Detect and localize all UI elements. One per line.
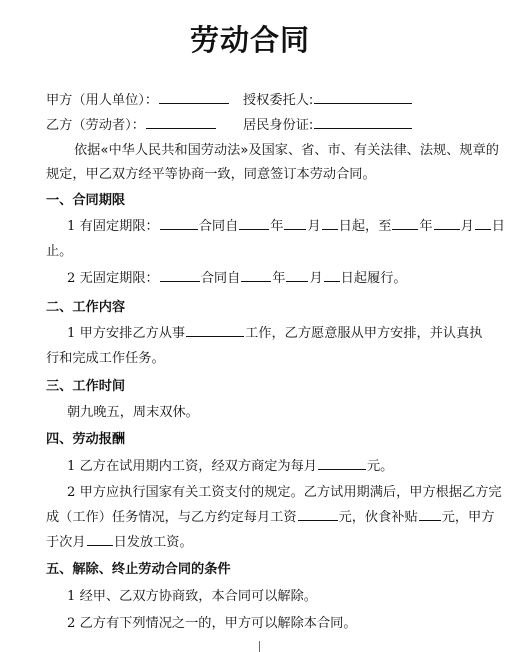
open-year-word: 年 — [272, 271, 286, 286]
meal-allowance-blank[interactable] — [419, 507, 441, 521]
termination-item-1 — [67, 585, 317, 604]
section-term-heading: 一、合同期限 — [46, 193, 126, 208]
termination-number-1: 1 — [67, 589, 76, 604]
open-term-row — [67, 267, 407, 286]
pay-text-4b: 日发放工资。 — [113, 535, 193, 550]
fixed-end-year-blank[interactable] — [392, 216, 418, 230]
pay-text-4a: 于次月 — [46, 535, 86, 550]
termination-item-2 — [67, 612, 357, 631]
fixed-start-month-word: 月 — [307, 219, 321, 234]
agent-label: 授权委托人: — [243, 93, 314, 108]
open-year-blank[interactable] — [241, 268, 271, 282]
time-text: 朝九晚五，周末双休。 — [67, 405, 199, 420]
fixed-end-day-word: 日 — [491, 219, 505, 234]
fixed-term-end: 止。 — [46, 244, 73, 259]
party-b-label: 乙方（劳动者）： — [46, 118, 145, 133]
fixed-start-month-blank[interactable] — [284, 216, 306, 230]
section-pay-heading: 四、劳动报酬 — [46, 432, 126, 447]
party-a-label: 甲方（用人单位）： — [46, 93, 159, 108]
open-term-number: 2 — [67, 271, 76, 286]
section-termination-heading: 五、解除、终止劳动合同的条件 — [46, 562, 231, 577]
open-term-from: 合同自 — [200, 271, 241, 286]
fixed-end-month-blank[interactable] — [434, 216, 460, 230]
fixed-term-blank[interactable] — [160, 216, 198, 230]
id-label: 居民身份证: — [243, 118, 314, 133]
agent-blank[interactable] — [314, 90, 412, 104]
work-text-b: 工作，乙方愿意服从甲方安排，并认真执 — [245, 326, 483, 341]
document-title: 劳动合同 — [189, 23, 310, 57]
fixed-term-number: 1 — [67, 219, 76, 234]
work-text-a: 甲方安排乙方从事 — [79, 326, 186, 341]
fixed-start-year-word: 年 — [270, 219, 284, 234]
pay-text-3c: 元，甲方 — [441, 510, 495, 525]
fixed-term-label: 有固定期限： — [79, 219, 159, 234]
open-month-word: 月 — [309, 271, 323, 286]
fixed-start-day-blank[interactable] — [322, 216, 338, 230]
fixed-term-from: 合同自 — [198, 219, 239, 234]
work-row-2: 行和完成工作任务。 — [46, 351, 165, 366]
fixed-end-month-word: 月 — [460, 219, 474, 234]
pay-row-4 — [46, 531, 193, 550]
pay-day-blank[interactable] — [87, 532, 113, 546]
pay-row-1 — [67, 455, 393, 474]
fixed-start-day-word: 日起，至 — [338, 219, 392, 234]
work-number: 1 — [67, 326, 76, 341]
section-time-heading: 三、工作时间 — [46, 379, 126, 394]
pay-row-2 — [67, 481, 502, 500]
open-term-label: 无固定期限： — [79, 271, 159, 286]
work-row-1 — [67, 322, 482, 341]
page-break-mark — [259, 641, 260, 652]
termination-text-1: 经甲、乙双方协商致，本合同可以解除。 — [79, 589, 317, 604]
work-blank[interactable] — [186, 323, 244, 337]
open-month-blank[interactable] — [286, 268, 308, 282]
open-day-blank[interactable] — [324, 268, 340, 282]
id-blank[interactable] — [314, 115, 412, 129]
section-work-heading: 二、工作内容 — [46, 300, 126, 315]
termination-number-2: 2 — [67, 616, 76, 631]
open-term-blank[interactable] — [160, 268, 200, 282]
pay-text-3b: 元，伙食补贴 — [338, 510, 418, 525]
party-a-blank[interactable] — [159, 90, 229, 104]
pay-text-3a: 成（工作）任务情况，与乙方约定每月工资 — [46, 510, 297, 525]
pay-text-2: 甲方应执行国家有关工资支付的规定。乙方试用期满后，甲方根据乙方完 — [79, 485, 502, 500]
termination-text-2: 乙方有下列情况之一的，甲方可以解除本合同。 — [79, 616, 357, 631]
fixed-start-year-blank[interactable] — [239, 216, 269, 230]
fixed-term-row — [67, 215, 505, 234]
party-b-blank[interactable] — [146, 115, 216, 129]
probation-text-a: 乙方在试用期内工资，经双方商定为每月 — [79, 459, 317, 474]
party-b-row — [46, 114, 217, 133]
open-term-end: 日起履行。 — [340, 271, 407, 286]
id-row — [243, 114, 413, 133]
preamble-line-1: 依据«中华人民共和国劳动法»及国家、省、市、有关法律、法规、规章的 — [74, 143, 499, 158]
preamble-line-2: 规定，甲乙双方经平等协商一致，同意签订本劳动合同。 — [46, 167, 376, 182]
pay-row-3 — [46, 506, 494, 525]
fixed-end-year-word: 年 — [419, 219, 433, 234]
party-a-row — [46, 89, 230, 108]
probation-text-b: 元。 — [366, 459, 394, 474]
agent-row — [243, 89, 413, 108]
monthly-wage-blank[interactable] — [298, 507, 338, 521]
fixed-end-day-blank[interactable] — [475, 216, 491, 230]
pay-number-1: 1 — [67, 459, 76, 474]
probation-wage-blank[interactable] — [318, 456, 366, 470]
pay-number-2: 2 — [67, 485, 76, 500]
